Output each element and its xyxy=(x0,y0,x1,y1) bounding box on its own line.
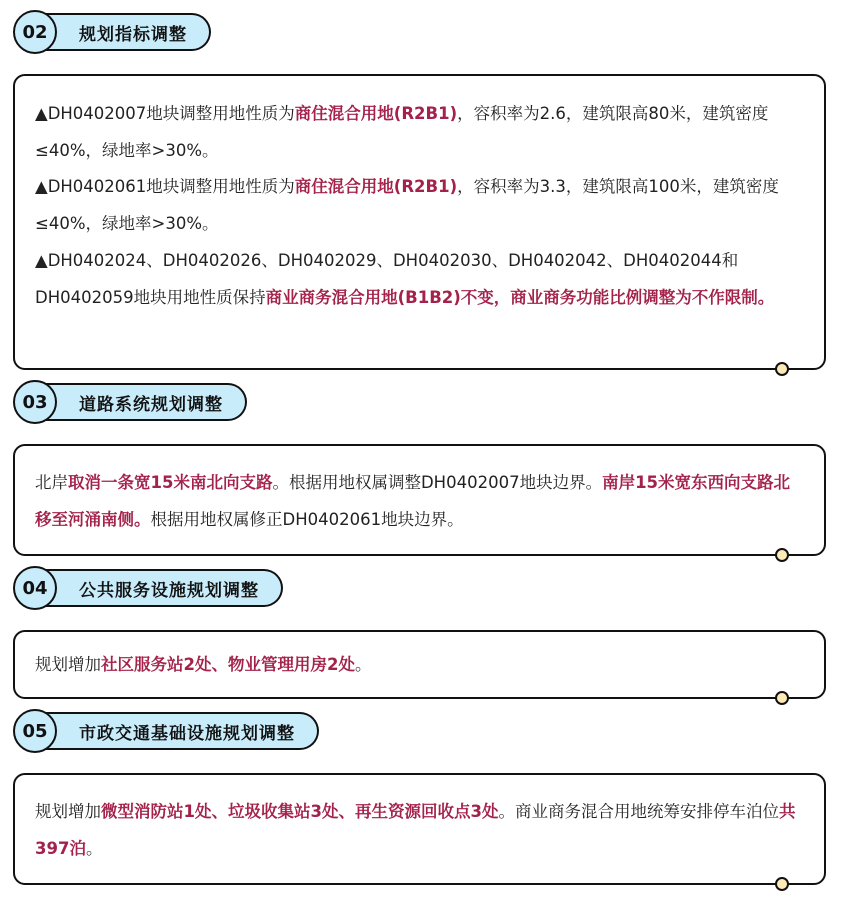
section-03-number: 03 xyxy=(13,380,57,424)
text: ，容积率为3.3，建筑限高100米，建筑密度≤40%，绿地率>30%。 xyxy=(35,177,779,234)
highlight-text: 共397泊 xyxy=(35,802,796,858)
paragraph-dh0402007 xyxy=(35,96,806,169)
section-05-number: 05 xyxy=(13,709,57,753)
section-04-title: 公共服务设施规划调整 xyxy=(35,569,283,607)
text: 北岸 xyxy=(35,473,68,492)
text: 。根据用地权属调整DH0402007地块边界。 xyxy=(272,473,603,492)
text: ▲DH0402007地块调整用地性质为 xyxy=(35,104,295,123)
text: ，容积率为2.6，建筑限高80米，建筑密度≤40%，绿地率>30%。 xyxy=(35,104,769,160)
section-04-content-box xyxy=(13,630,826,699)
paragraph-public-service xyxy=(35,647,806,684)
highlight-text: 微型消防站1处、垃圾收集站3处、再生资源回收点3处 xyxy=(101,802,499,821)
section-03-title: 道路系统规划调整 xyxy=(35,383,247,421)
highlight-text: 社区服务站2处、物业管理用房2处 xyxy=(101,655,355,674)
corner-dot-decoration xyxy=(775,691,789,705)
section-02-number: 02 xyxy=(13,10,57,54)
text: 。 xyxy=(354,655,372,674)
text: ▲DH0402024、DH0402026、DH0402029、DH0402030、DH0402042、DH0402044和DH0402059地块用地性质保持 xyxy=(35,250,739,307)
corner-dot-decoration xyxy=(775,362,789,376)
section-05-content-box xyxy=(13,773,826,885)
highlight-text: 商业商务混合用地(B1B2)不变，商业商务功能比例调整为不作限制。 xyxy=(265,287,775,307)
paragraph-dh0402061 xyxy=(35,169,806,242)
text: 规划增加 xyxy=(35,802,101,821)
section-02-title: 规划指标调整 xyxy=(35,13,211,51)
paragraph-road-adjustment xyxy=(35,465,806,538)
highlight-text: 南岸15米宽东西向支路北移至河涌南侧。 xyxy=(35,473,791,529)
section-04-number: 04 xyxy=(13,566,57,610)
text: 。商业商务混合用地统筹安排停车泊位 xyxy=(498,802,779,821)
text: 。 xyxy=(85,838,103,858)
corner-dot-decoration xyxy=(775,548,789,562)
text: 根据用地权属修正DH0402061地块边界。 xyxy=(150,509,464,529)
highlight-text: 商住混合用地(R2B1) xyxy=(294,104,458,123)
highlight-text: 取消一条宽15米南北向支路 xyxy=(68,473,273,492)
highlight-text: 商住混合用地(R2B1) xyxy=(294,177,458,197)
paragraph-dh0402024-group xyxy=(35,243,806,316)
paragraph-municipal-facilities xyxy=(35,794,806,867)
section-02-content-box xyxy=(13,74,826,370)
text: ▲DH0402061地块调整用地性质为 xyxy=(35,177,295,197)
corner-dot-decoration xyxy=(775,877,789,891)
section-05-title: 市政交通基础设施规划调整 xyxy=(35,712,319,750)
section-03-content-box xyxy=(13,444,826,556)
text: 规划增加 xyxy=(35,655,101,674)
